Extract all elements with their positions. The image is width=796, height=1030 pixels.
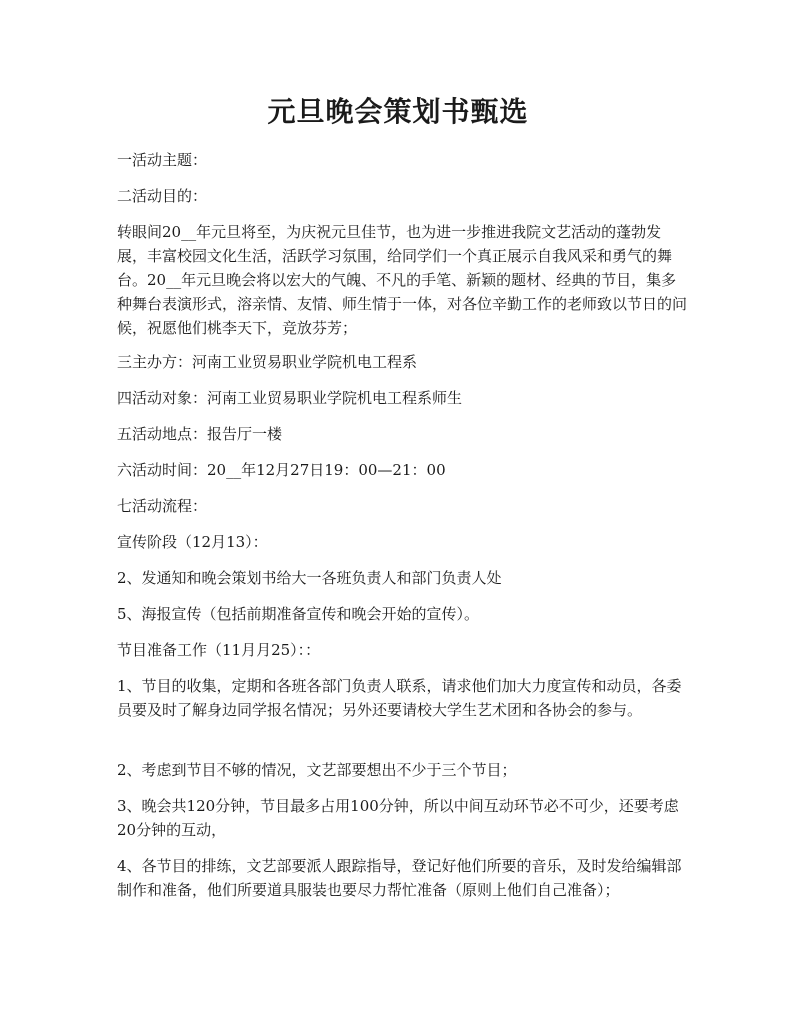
time-line: 六活动时间：20__年12月27日19：00—21：00 [117, 461, 446, 479]
purpose-paragraph: 转眼间20__年元旦将至，为庆祝元旦佳节，也为进一步推进我院文艺活动的蓬勃发展，丰富校园文化生活，活跃学习氛围，给同学们一个真正展示自我风采和勇气的舞台。20__年元旦晚会将以宏大的气魄、不凡的手笔、新颖的题材、经典的节目，集多种舞台表演形式，溶亲情、友情、师生情于一体，对各位辛勤工作的老师致以节日的问候，祝愿他们桃李天下，竞放芬芳； [117, 223, 688, 337]
document-title: 元旦晚会策划书甄选 [267, 95, 529, 128]
list-item: 4、各节目的排练，文艺部要派人跟踪指导，登记好他们所要的音乐，及时发给编辑部制作和准备，他们所要道具服装也要尽力帮忙准备（原则上他们自己准备）； [117, 857, 682, 899]
audience-line: 四活动对象：河南工业贸易职业学院机电工程系师生 [117, 389, 463, 407]
section-heading-purpose: 二活动目的： [117, 187, 208, 205]
list-item: 5、海报宣传（包括前期准备宣传和晚会开始的宣传）。 [117, 605, 480, 623]
section-heading-process: 七活动流程： [117, 497, 208, 515]
program-prep-heading: 节目准备工作（11月月25）：： [117, 641, 321, 659]
section-heading-theme: 一活动主题： [117, 151, 208, 169]
list-item: 3、晚会共120分钟，节目最多占用100分钟，所以中间互动环节必不可少，还要考虑20分钟的互动， [117, 797, 679, 839]
publicity-stage-heading: 宣传阶段（12月13）： [117, 533, 268, 551]
list-item: 1、节目的收集，定期和各班各部门负责人联系，请求他们加大力度宣传和动员，各委员要及时了解身边同学报名情况；另外还要请校大学生艺术团和各协会的参与。 [117, 677, 682, 719]
list-item: 2、发通知和晚会策划书给大一各班负责人和部门负责人处 [117, 569, 502, 587]
organizer-line: 三主办方：河南工业贸易职业学院机电工程系 [117, 353, 418, 371]
list-item: 2、考虑到节目不够的情况，文艺部要想出不少于三个节目； [117, 761, 517, 779]
location-line: 五活动地点：报告厅一楼 [117, 425, 283, 443]
